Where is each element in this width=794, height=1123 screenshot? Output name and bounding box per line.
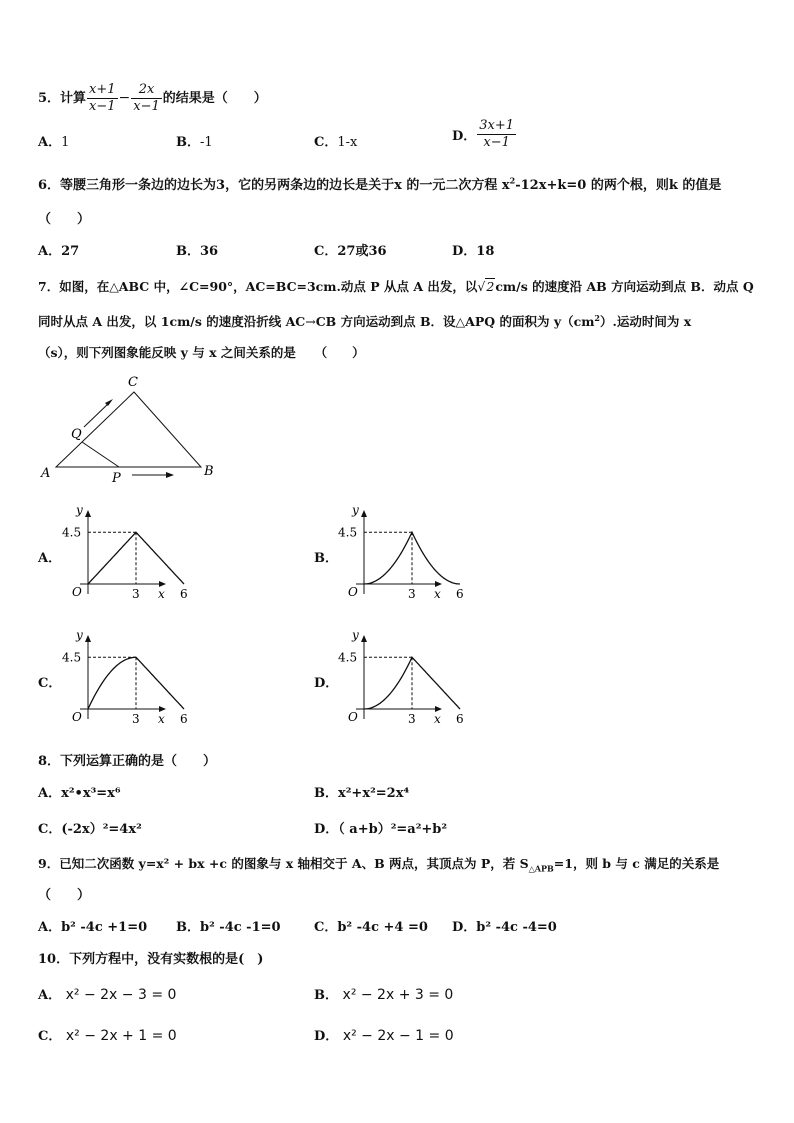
q5-option-b[interactable]: B．-1 — [176, 135, 213, 150]
q8-stem: 8．下列运算正确的是（ ） — [38, 754, 217, 769]
y-axis-arrow — [85, 510, 91, 517]
q6-option-b[interactable]: B．36 — [176, 244, 219, 259]
q7-graph-c[interactable] — [60, 627, 188, 727]
y-axis-label: y — [352, 503, 359, 517]
q9-option-b[interactable]: B．b² -4c -1=0 — [176, 920, 281, 935]
q10-option-a[interactable]: A． x² − 2x − 3 = 0 — [38, 987, 177, 1003]
q9-option-d[interactable]: D．b² -4c -4=0 — [452, 920, 557, 935]
q5-fraction-1: $\frac{x+1}{x-1}$ — [89, 82, 116, 114]
q7-option-d[interactable]: D． — [314, 676, 339, 691]
q10-option-d[interactable]: D． x² − 2x − 1 = 0 — [314, 1028, 454, 1044]
y-axis-label: y — [76, 503, 83, 517]
origin-label: O — [72, 710, 82, 724]
q8-option-b[interactable]: B．x²+x²=2x⁴ — [314, 786, 410, 801]
sqrt-symbol: √2 — [477, 279, 495, 294]
q10-stem: 10．下列方程中，没有实数根的是( ) — [38, 952, 264, 967]
tick-label-4-5: 4.5 — [338, 525, 358, 540]
y-axis-label: y — [76, 628, 83, 642]
tick-label-6: 6 — [456, 587, 464, 601]
q7-option-c[interactable]: C． — [38, 676, 62, 691]
q6-option-c[interactable]: C．27或36 — [314, 244, 387, 259]
tick-label-6: 6 — [180, 712, 188, 726]
tick-label-4-5: 4.5 — [62, 650, 82, 665]
tick-label-3: 3 — [408, 712, 416, 726]
tick-label-6: 6 — [456, 712, 464, 726]
q8-option-c[interactable]: C．(-2x）²=4x² — [38, 822, 142, 837]
tick-label-3: 3 — [408, 587, 416, 601]
tick-label-6: 6 — [180, 587, 188, 601]
q7-graph-a[interactable] — [60, 502, 188, 602]
q5-suffix: 的结果是（ ） — [162, 91, 267, 106]
y-axis-label: y — [352, 628, 359, 642]
origin-label: O — [348, 585, 358, 599]
y-axis-arrow — [361, 510, 367, 517]
q7-option-a[interactable]: A． — [38, 551, 62, 566]
q5-option-a[interactable]: A．1 — [38, 135, 70, 150]
q9-option-c[interactable]: C．b² -4c +4 =0 — [314, 920, 428, 935]
q5-prefix: 5．计算 — [38, 91, 87, 106]
q5-option-d-fraction: $\frac{3x+1}{x-1}$ — [479, 118, 515, 150]
arrow-right-icon: → — [305, 314, 316, 329]
label-p: P — [112, 471, 121, 486]
y-axis-arrow — [361, 635, 367, 642]
q9-stem-line2: （ ） — [38, 888, 91, 903]
tick-label-4-5: 4.5 — [62, 525, 82, 540]
q7-triangle-figure — [36, 372, 226, 484]
q6-option-d[interactable]: D．18 — [452, 244, 495, 259]
q6-stem-line1: 6．等腰三角形一条边的边长为3，它的另两条边的边长是关于x 的一元二次方程 $x^2-12x+k=0$ 的两个根，则k 的值是 — [38, 175, 722, 193]
x-axis-label: x — [434, 587, 441, 601]
label-c: C — [128, 375, 138, 390]
q5-option-d[interactable]: D． $\frac{3x+1}{x-1}$ — [452, 118, 515, 150]
label-q: Q — [71, 427, 82, 442]
q9-stem-line1: 9．已知二次函数 y=x² + bx +c 的图象与 x 轴相交于 A、B 两点，其顶点为 P，若 $S_{\triangle APB}=1$，则 b 与 c 满足的关系是 — [38, 856, 720, 874]
q5-option-c[interactable]: C．1-x — [314, 135, 358, 150]
q8-option-a[interactable]: A．x²•x³=x⁶ — [38, 786, 121, 801]
q7-stem-line3: （s），则下列图象能反映 y 与 x 之间关系的是 （ ） — [38, 345, 365, 360]
q5-stem: 5．计算 $\frac{x+1}{x-1}$ − $\frac{2x}{x-1}$ 的结果是（ ） — [38, 82, 267, 114]
q7-stem-line2: 同时从点 A 出发，以 1cm/s 的速度沿折线 AC→CB 方向运动到点 B．设△APQ 的面积为 $y(cm^2)$.运动时间为 x — [38, 312, 692, 329]
x-axis-label: x — [158, 587, 165, 601]
tick-label-3: 3 — [132, 712, 140, 726]
y-axis-arrow — [85, 635, 91, 642]
x-axis-label: x — [158, 712, 165, 726]
q7-stem-line1: 7．如图，在△ABC 中，∠C=90°，AC=BC=3cm.动点 P 从点 A 出发，以√2cm/s 的速度沿 AB 方向运动到点 B．动点 Q — [38, 279, 754, 294]
label-b: B — [204, 464, 214, 479]
x-axis-label: x — [434, 712, 441, 726]
q8-option-d[interactable]: D．（ a+b）²=a²+b² — [314, 822, 448, 837]
q7-graph-d[interactable] — [336, 627, 464, 727]
q5-fraction-2: $\frac{2x}{x-1}$ — [133, 82, 160, 114]
origin-label: O — [72, 585, 82, 599]
q10-option-c[interactable]: C． x² − 2x + 1 = 0 — [38, 1028, 177, 1044]
tick-label-3: 3 — [132, 587, 140, 601]
q6-option-a[interactable]: A．27 — [38, 244, 80, 259]
tick-label-4-5: 4.5 — [338, 650, 358, 665]
q7-option-b[interactable]: B． — [314, 551, 338, 566]
q7-graph-b[interactable] — [336, 502, 464, 602]
label-a: A — [41, 466, 51, 481]
q6-stem-line2: （ ） — [38, 212, 91, 227]
q9-option-a[interactable]: A．b² -4c +1=0 — [38, 920, 148, 935]
q10-option-b[interactable]: B． x² − 2x + 3 = 0 — [314, 987, 454, 1003]
origin-label: O — [348, 710, 358, 724]
